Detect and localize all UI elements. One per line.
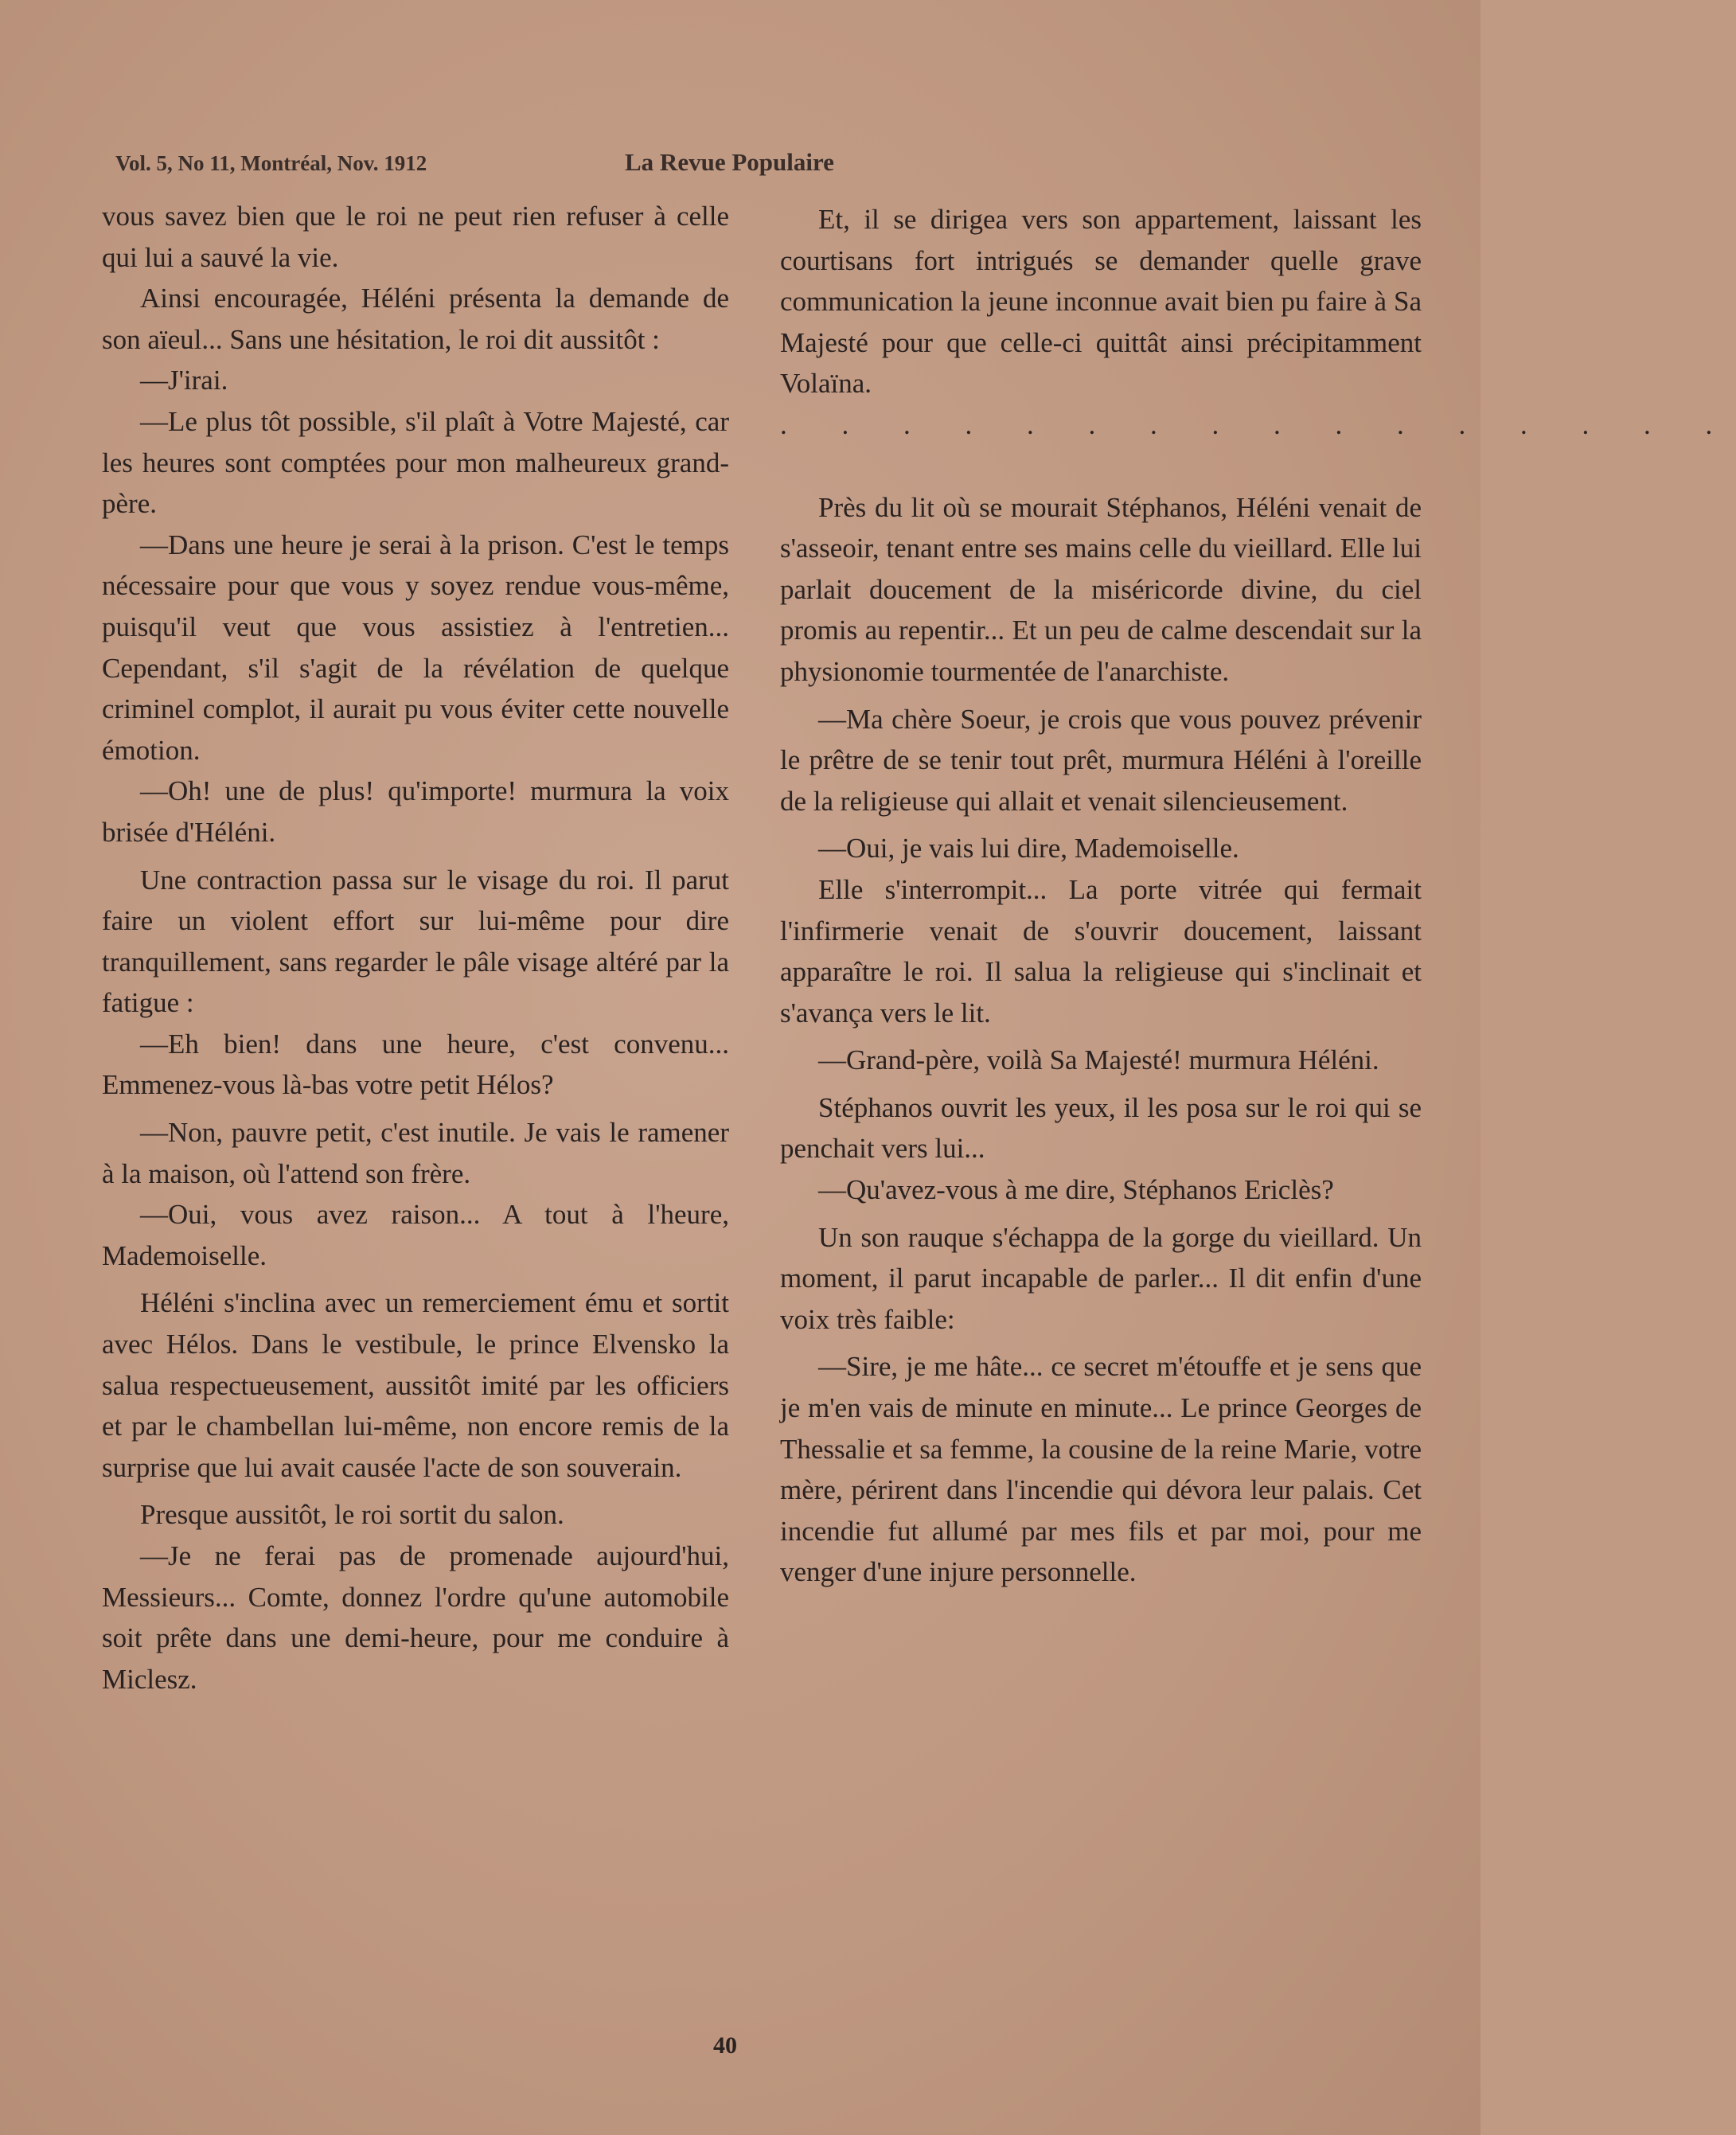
right-column <box>780 199 1736 1593</box>
paragraph: Elle s'interrompit... La porte vitrée qui fermait l'infirmerie venait de s'ouvrir doucement, laissant apparaître le roi. Il salua la religieuse qui s'inclinait et s'avança vers le lit. <box>780 873 1422 1028</box>
paragraph: Près du lit où se mourait Stéphanos, Héléni venait de s'asseoir, tenant entre ses mains celle du vieillard. Elle lui parlait doucement de la miséricorde divine, du ciel promis au repentir... Et un peu de calme descendait sur la physionomie tourmentée de l'anarchiste. <box>780 491 1422 687</box>
paragraph: Et, il se dirigea vers son appartement, laissant les courtisans fort intrigués se demander quelle grave communication la jeune inconnue avait bien pu faire à Sa Majesté pour que celle-ci quittât ainsi précipitamment Volaïna. <box>780 204 1422 400</box>
paragraph: Ainsi encouragée, Héléni présenta la demande de son aïeul... Sans une hésitation, le roi dit aussitôt : <box>102 283 729 355</box>
left-column <box>102 196 729 1700</box>
paragraph: —Le plus tôt possible, s'il plaît à Votre Majesté, car les heures sont comptées pour mon malheureux grand-père. <box>102 405 729 520</box>
paragraph: —Oh! une de plus! qu'importe! murmura la voix brisée d'Héléni. <box>102 775 729 848</box>
paragraph: Stéphanos ouvrit les yeux, il les posa sur le roi qui se penchait vers lui... <box>780 1091 1422 1165</box>
paragraph: —Sire, je me hâte... ce secret m'étouffe et je sens que je m'en vais de minute en minute... Le prince Georges de Thessalie et sa femme, la cousine de la reine Marie, votre mère, périrent dans l'incendie qui dévora leur palais. Cet incendie fut allumé par mes fils et par moi, pour me venger d'une injure personnelle. <box>780 1351 1422 1588</box>
page-number: 40 <box>713 2032 737 2059</box>
paragraph: Presque aussitôt, le roi sortit du salon. <box>140 1499 564 1531</box>
section-separator: . . . . . . . . . . . . . . . . <box>780 408 1736 440</box>
paragraph: —Qu'avez-vous à me dire, Stéphanos Ericlès? <box>818 1174 1334 1206</box>
paragraph: —Non, pauvre petit, c'est inutile. Je vais le ramener à la maison, où l'attend son frère. <box>102 1117 729 1189</box>
paragraph: Héléni s'inclina avec un remerciement ému et sortit avec Hélos. Dans le vestibule, le prince Elvensko la salua respectueusement, aussitôt imité par les officiers et par le chambellan lui-même, non encore remis de la surprise que lui avait causée l'acte de son souverain. <box>102 1287 729 1483</box>
paragraph: Un son rauque s'échappa de la gorge du vieillard. Un moment, il parut incapable de parler... Il dit enfin d'une voix très faible: <box>780 1221 1422 1335</box>
magazine-title: La Revue Populaire <box>625 148 834 176</box>
issue-info: Vol. 5, No 11, Montréal, Nov. 1912 <box>115 151 427 175</box>
paragraph: —Ma chère Soeur, je crois que vous pouvez prévenir le prêtre de se tenir tout prêt, murmura Héléni à l'oreille de la religieuse qui allait et venait silencieusement. <box>780 703 1422 817</box>
paragraph: —Je ne ferai pas de promenade aujourd'hui, Messieurs... Comte, donnez l'ordre qu'une automobile soit prête dans une demi-heure, pour me conduire à Miclesz. <box>102 1540 729 1695</box>
paragraph: —Oui, je vais lui dire, Mademoiselle. <box>818 833 1239 865</box>
paragraph: —Oui, vous avez raison... A tout à l'heure, Mademoiselle. <box>102 1199 729 1271</box>
paragraph: —Eh bien! dans une heure, c'est convenu... Emmenez-vous là-bas votre petit Hélos? <box>102 1028 729 1101</box>
paragraph: —Grand-père, voilà Sa Majesté! murmura Héléni. <box>818 1044 1379 1076</box>
paragraph: vous savez bien que le roi ne peut rien refuser à celle qui lui a sauvé la vie. <box>102 201 729 273</box>
paragraph: —J'irai. <box>140 365 228 396</box>
paragraph: Une contraction passa sur le visage du roi. Il parut faire un violent effort sur lui-même pour dire tranquillement, sans regarder le pâle visage altéré par la fatigue : <box>102 864 729 1019</box>
paragraph: —Dans une heure je serai à la prison. C'est le temps nécessaire pour que vous y soyez rendue vous-même, puisqu'il veut que vous assistiez à l'entretien... Cependant, s'il s'agit de la révélation de quelque criminel complot, il aurait pu vous éviter cette nouvelle émotion. <box>102 529 729 766</box>
